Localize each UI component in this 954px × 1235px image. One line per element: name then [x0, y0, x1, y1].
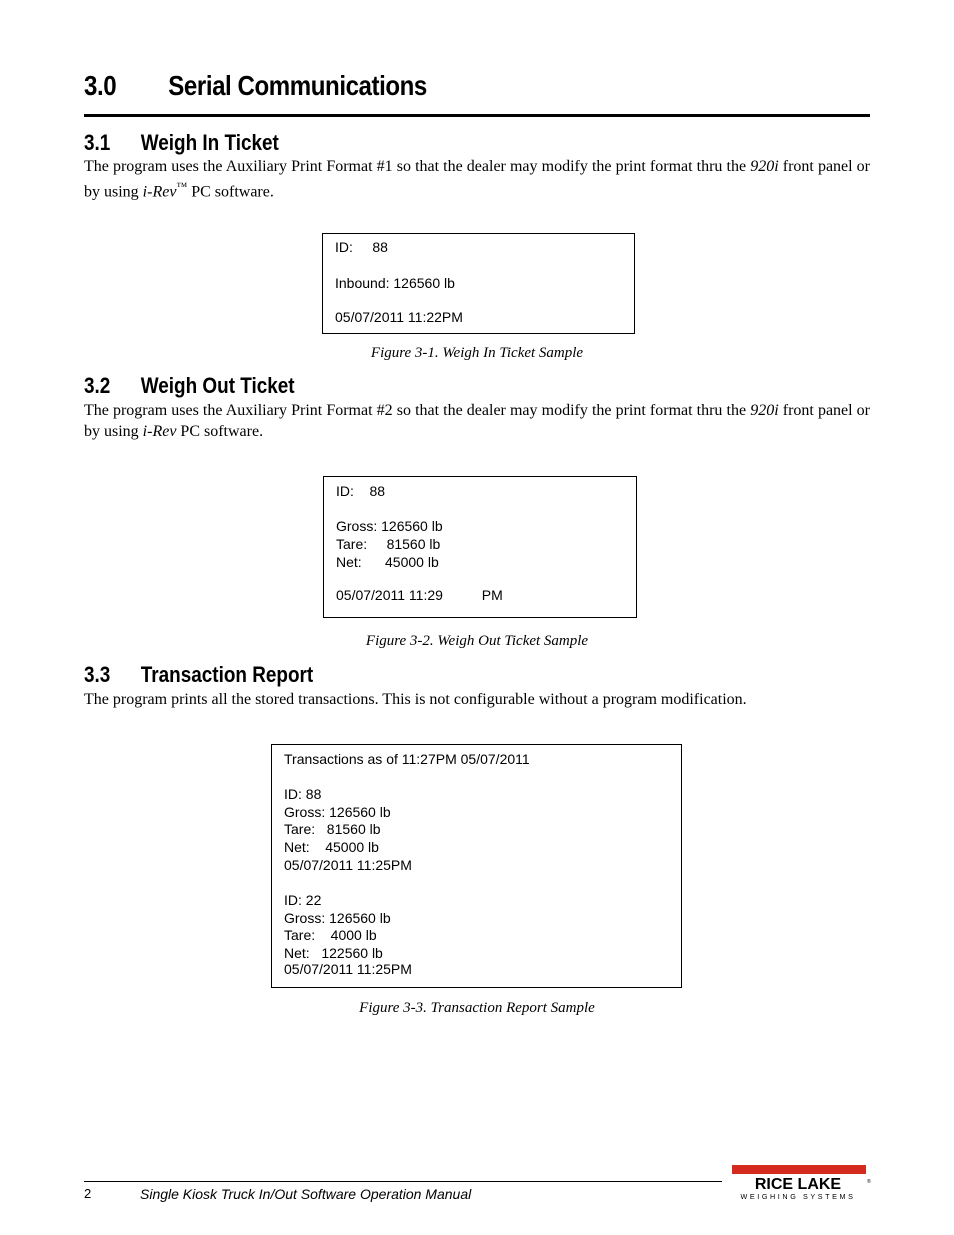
- section-number: 3.1: [84, 130, 111, 155]
- chapter-number: 3.0: [84, 70, 117, 101]
- ticket-line: Inbound: 126560 lb: [335, 275, 455, 291]
- footer-rule: [84, 1181, 722, 1182]
- section-paragraph-3-1: [84, 156, 870, 202]
- para-text: The program uses the Auxiliary Print Format #1 so that the dealer may modify the print format thru the: [84, 158, 751, 175]
- figure-caption-3-3: Figure 3-3. Transaction Report Sample: [359, 1000, 595, 1016]
- logo-text-top: RICE LAKE: [754, 1176, 842, 1193]
- report-line: 05/07/2011 11:25PM: [284, 857, 412, 873]
- section-heading-3-1: [84, 130, 279, 156]
- para-text: front panel or by using: [84, 402, 871, 440]
- ticket-line: Tare: 81560 lb: [336, 536, 441, 552]
- section-title: Weigh In Ticket: [140, 130, 279, 155]
- section-heading-3-3: [84, 662, 313, 688]
- weigh-in-ticket-box: [322, 233, 635, 334]
- report-line: 05/07/2011 11:25PM: [284, 961, 412, 977]
- transaction-report-box: [271, 744, 682, 988]
- report-line: Net: 122560 lb: [284, 945, 383, 961]
- para-emphasis: i-Rev: [142, 183, 177, 201]
- ticket-line: 05/07/2011 11:22PM: [335, 309, 463, 325]
- para-emphasis: 920i: [750, 402, 779, 419]
- report-line: Transactions as of 11:27PM 05/07/2011: [284, 751, 530, 767]
- heading-rule: [84, 114, 870, 117]
- logo-registered-mark: ®: [867, 1179, 871, 1185]
- ticket-line: Gross: 126560 lb: [336, 518, 443, 534]
- report-line: Gross: 126560 lb: [284, 804, 391, 820]
- logo-text-bottom: WEIGHING SYSTEMS: [740, 1192, 856, 1201]
- para-text: PC software.: [187, 183, 274, 201]
- section-number: 3.2: [84, 373, 111, 398]
- para-emphasis: i-Rev: [142, 423, 177, 440]
- section-heading-3-2: [84, 373, 295, 399]
- section-paragraph-3-3: The program prints all the stored transactions. This is not configurable without a program modification.: [84, 691, 747, 708]
- ticket-line: ID: 88: [335, 239, 388, 255]
- report-line: Gross: 126560 lb: [284, 910, 391, 926]
- section-title: Transaction Report: [140, 662, 314, 687]
- ticket-line: ID: 88: [336, 483, 386, 499]
- trademark-mark: ™: [176, 181, 188, 193]
- report-line: Net: 45000 lb: [284, 839, 379, 855]
- ticket-line: 05/07/2011 11:29 PM: [336, 587, 503, 603]
- page-number: 2: [84, 1186, 92, 1201]
- manual-title: Single Kiosk Truck In/Out Software Operation Manual: [140, 1186, 472, 1202]
- report-line: Tare: 4000 lb: [284, 927, 377, 943]
- para-text: front panel or by using: [84, 158, 871, 201]
- weigh-out-ticket-box: [323, 476, 637, 618]
- rice-lake-logo: [728, 1165, 870, 1205]
- para-text: PC software.: [176, 423, 264, 440]
- ticket-line: Net: 45000 lb: [336, 554, 439, 570]
- report-line: ID: 22: [284, 892, 322, 908]
- figure-caption-3-1: Figure 3-1. Weigh In Ticket Sample: [370, 345, 584, 361]
- section-title: Weigh Out Ticket: [140, 373, 295, 398]
- para-text: The program uses the Auxiliary Print Format #2 so that the dealer may modify the print format thru the: [84, 402, 751, 419]
- chapter-title: Serial Communications: [168, 70, 427, 101]
- section-number: 3.3: [84, 662, 111, 687]
- logo-red-bar: [732, 1165, 866, 1174]
- report-line: ID: 88: [284, 786, 322, 802]
- report-line: Tare: 81560 lb: [284, 821, 381, 837]
- figure-caption-3-2: Figure 3-2. Weigh Out Ticket Sample: [365, 633, 589, 649]
- section-paragraph-3-2: [84, 400, 870, 442]
- chapter-heading: [84, 70, 427, 102]
- para-emphasis: 920i: [750, 158, 779, 175]
